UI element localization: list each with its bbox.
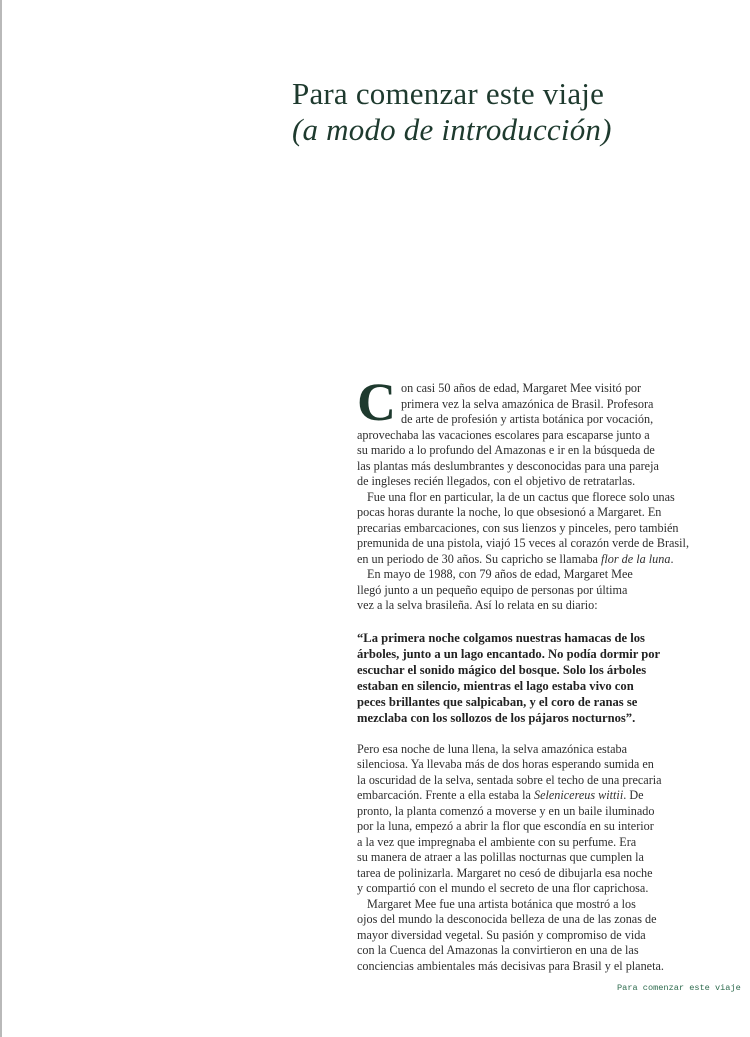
paragraph-intro: [357, 372, 677, 490]
text-line: conciencias ambientales más decisivas para Brasil y el planeta.: [357, 958, 664, 973]
text-line: Pero esa noche de luna llena, la selva amazónica estaba: [357, 741, 628, 756]
text-line: la oscuridad de la selva, sentada sobre el techo de una precaria: [357, 772, 662, 787]
text-line: con la Cuenca del Amazonas la convirtieron en una de las: [357, 943, 639, 957]
chapter-title: [292, 76, 712, 148]
quote-line: mezclaba con los sollozos de los pájaros nocturnos”.: [357, 710, 636, 725]
article-body: [357, 372, 689, 974]
text-line: a la vez que impregnaba el ambiente con su perfume. Era: [357, 834, 637, 849]
quote-line: árboles, junto a un lago encantado. No podía dormir por: [357, 646, 661, 661]
text-segment: embarcación. Frente a ella estaba la: [357, 788, 534, 802]
quote-line: “La primera noche colgamos nuestras hamacas de los: [357, 630, 645, 645]
text-line: su marido a lo profundo del Amazonas e ir en la búsqueda de: [357, 443, 655, 457]
text-line: de arte de profesión y artista botánica por vocación,: [401, 412, 654, 426]
text-line: tarea de polinizarla. Margaret no cesó de dibujarla esa noche: [357, 865, 653, 880]
text-segment: . De: [623, 788, 644, 802]
quote-line: estaban en silencio, mientras el lago estaba vivo con: [357, 678, 634, 693]
emphasis-text: flor de la luna: [601, 551, 671, 566]
drop-cap: C: [357, 372, 396, 432]
text-line: Fue una flor en particular, la de un cactus que florece solo unas: [367, 489, 675, 504]
text-line: ojos del mundo la desconocida belleza de una de las zonas de: [357, 912, 657, 926]
text-line: premunida de una pistola, viajó 15 veces al corazón verde de Brasil,: [357, 536, 689, 550]
page-edge-rule: [0, 0, 2, 1037]
quote-line: escuchar el sonido mágico del bosque. Solo los árboles: [357, 662, 647, 677]
paragraph-full-moon: [357, 742, 677, 897]
text-line: primera vez la selva amazónica de Brasil. Profesora: [401, 396, 654, 411]
text-line: pocas horas durante la noche, lo que obsesionó a Margaret. En: [357, 505, 662, 519]
text-line: su manera de atraer a las polillas nocturnas que cumplen la: [357, 850, 644, 864]
text-line: vez a la selva brasileña. Así lo relata en su diario:: [357, 598, 598, 612]
text-line: las plantas más deslumbrantes y desconocidas para una pareja: [357, 458, 659, 473]
running-footer: Para comenzar este viaje: [617, 983, 741, 993]
text-line: Margaret Mee fue una artista botánica que mostró a los: [367, 896, 636, 911]
paragraph-flower: [357, 489, 689, 568]
text-line: de ingleses recién llegados, con el objetivo de retratarlas.: [357, 474, 636, 488]
paragraph-legacy: [357, 897, 677, 975]
text-line: aprovechaba las vacaciones escolares para escaparse junto a: [357, 427, 650, 442]
quote-line: peces brillantes que salpicaban, y el coro de ranas se: [357, 694, 638, 709]
text-line: on casi 50 años de edad, Margaret Mee visitó por: [401, 381, 642, 395]
text-line: En mayo de 1988, con 79 años de edad, Margaret Mee: [367, 567, 633, 581]
text-line: [357, 788, 677, 804]
text-line: llegó junto a un pequeño equipo de personas por última: [357, 582, 628, 597]
text-line: [357, 552, 677, 568]
paragraph-last-trip: [357, 567, 677, 614]
species-name: Selenicereus wittii: [533, 788, 624, 802]
text-line: mayor diversidad vegetal. Su pasión y compromiso de vida: [357, 927, 646, 942]
diary-quote: [357, 630, 677, 726]
text-line: y compartió con el mundo el secreto de una flor caprichosa.: [357, 881, 649, 895]
chapter-title-line-2: (a modo de introducción): [292, 112, 612, 147]
text-line: por la luna, empezó a abrir la flor que escondía en su interior: [357, 819, 654, 833]
text-segment: en un periodo de 30 años. Su capricho se llamaba: [357, 551, 602, 566]
text-line: silenciosa. Ya llevaba más de dos horas esperando sumida en: [357, 757, 654, 771]
chapter-title-line-1: Para comenzar este viaje: [292, 76, 605, 111]
text-line: pronto, la planta comenzó a moverse y en un baile iluminado: [357, 803, 655, 818]
text-segment: .: [670, 551, 674, 566]
text-line: precarias embarcaciones, con sus lienzos y pinceles, pero también: [357, 520, 679, 535]
